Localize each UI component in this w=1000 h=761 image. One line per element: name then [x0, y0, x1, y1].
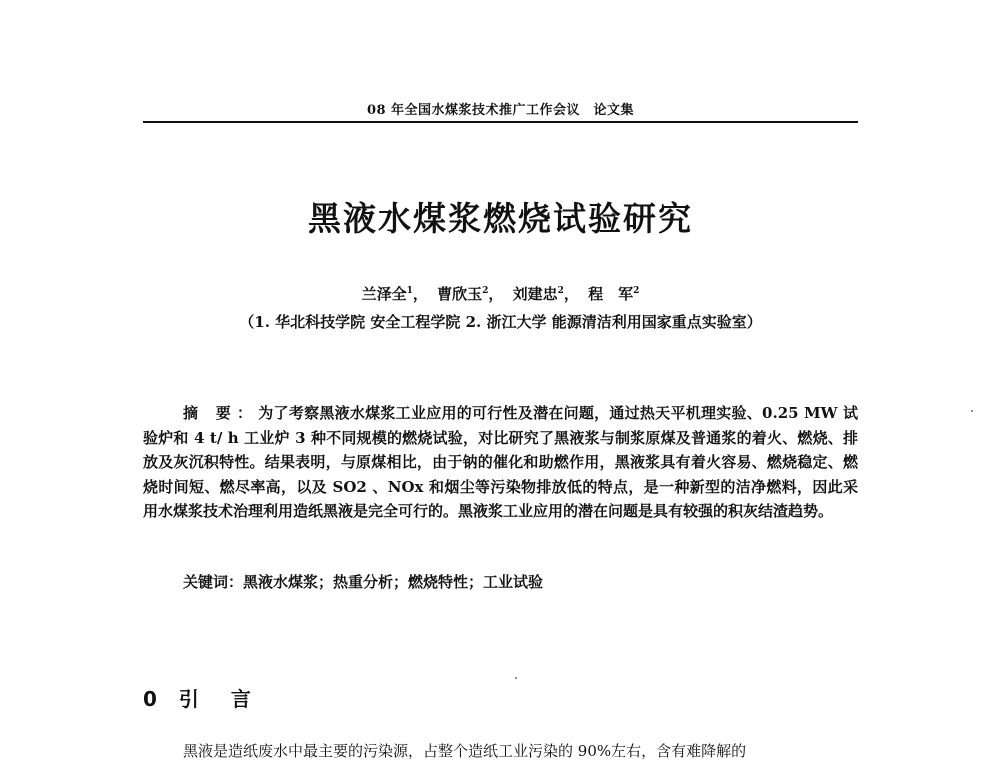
section-number: 0 [143, 687, 157, 711]
abstract [143, 401, 858, 524]
body-paragraph: 黑液是造纸废水中最主要的污染源，占整个造纸工业污染的 90%左右，含有难降解的 [183, 742, 747, 760]
author: 曹欣玉$^2$， [437, 285, 504, 303]
keywords-text: 黑液水煤浆；热重分析；燃烧特性；工业试验 [243, 573, 544, 591]
header-rule [143, 121, 858, 123]
author: 程 军$^2$ [588, 285, 640, 303]
section-heading [143, 683, 283, 712]
keywords-label: 关键词： [183, 573, 244, 591]
abstract-label: 摘 要： [183, 404, 259, 422]
section-title: 引言 [178, 687, 283, 711]
affiliations: （1. 华北科技学院 安全工程学院 2. 浙江大学 能源清洁利用国家重点实验室） [239, 313, 762, 331]
abstract-text: 为了考察黑液水煤浆工业应用的可行性及潜在问题，通过热天平机理实验、0.25 MW 试验炉和 4 t/ h 工业炉 3 种不同规模的燃烧试验，对比研究了黑液浆与制浆原煤及普通浆的着火、燃烧、排放及灰沉积特性。结果表明，与原煤相比，由于钠的催化和助燃作用，黑液浆具有着火容易、燃烧稳定、燃烧时间短、燃尽率高，以及 SO2 、NOx 和烟尘等污染物排放低的特点，是一种新型的洁净燃料，因此采用水煤浆技术治理利用造纸黑液是完全可行的。黑液浆工业应用的潜在问题是具有较强的积灰结渣趋势。 [143, 404, 858, 520]
scan-speck [971, 410, 973, 412]
author: 兰泽全$^1$， [361, 285, 428, 303]
author: 刘建忠$^2$， [512, 285, 579, 303]
keywords [183, 571, 858, 592]
author-list [143, 283, 858, 304]
scan-speck [515, 677, 517, 679]
paper-title: 黑液水煤浆燃烧试验研究 [308, 199, 693, 238]
running-header: 08 年全国水煤浆技术推广工作会议 论文集 [366, 103, 635, 118]
